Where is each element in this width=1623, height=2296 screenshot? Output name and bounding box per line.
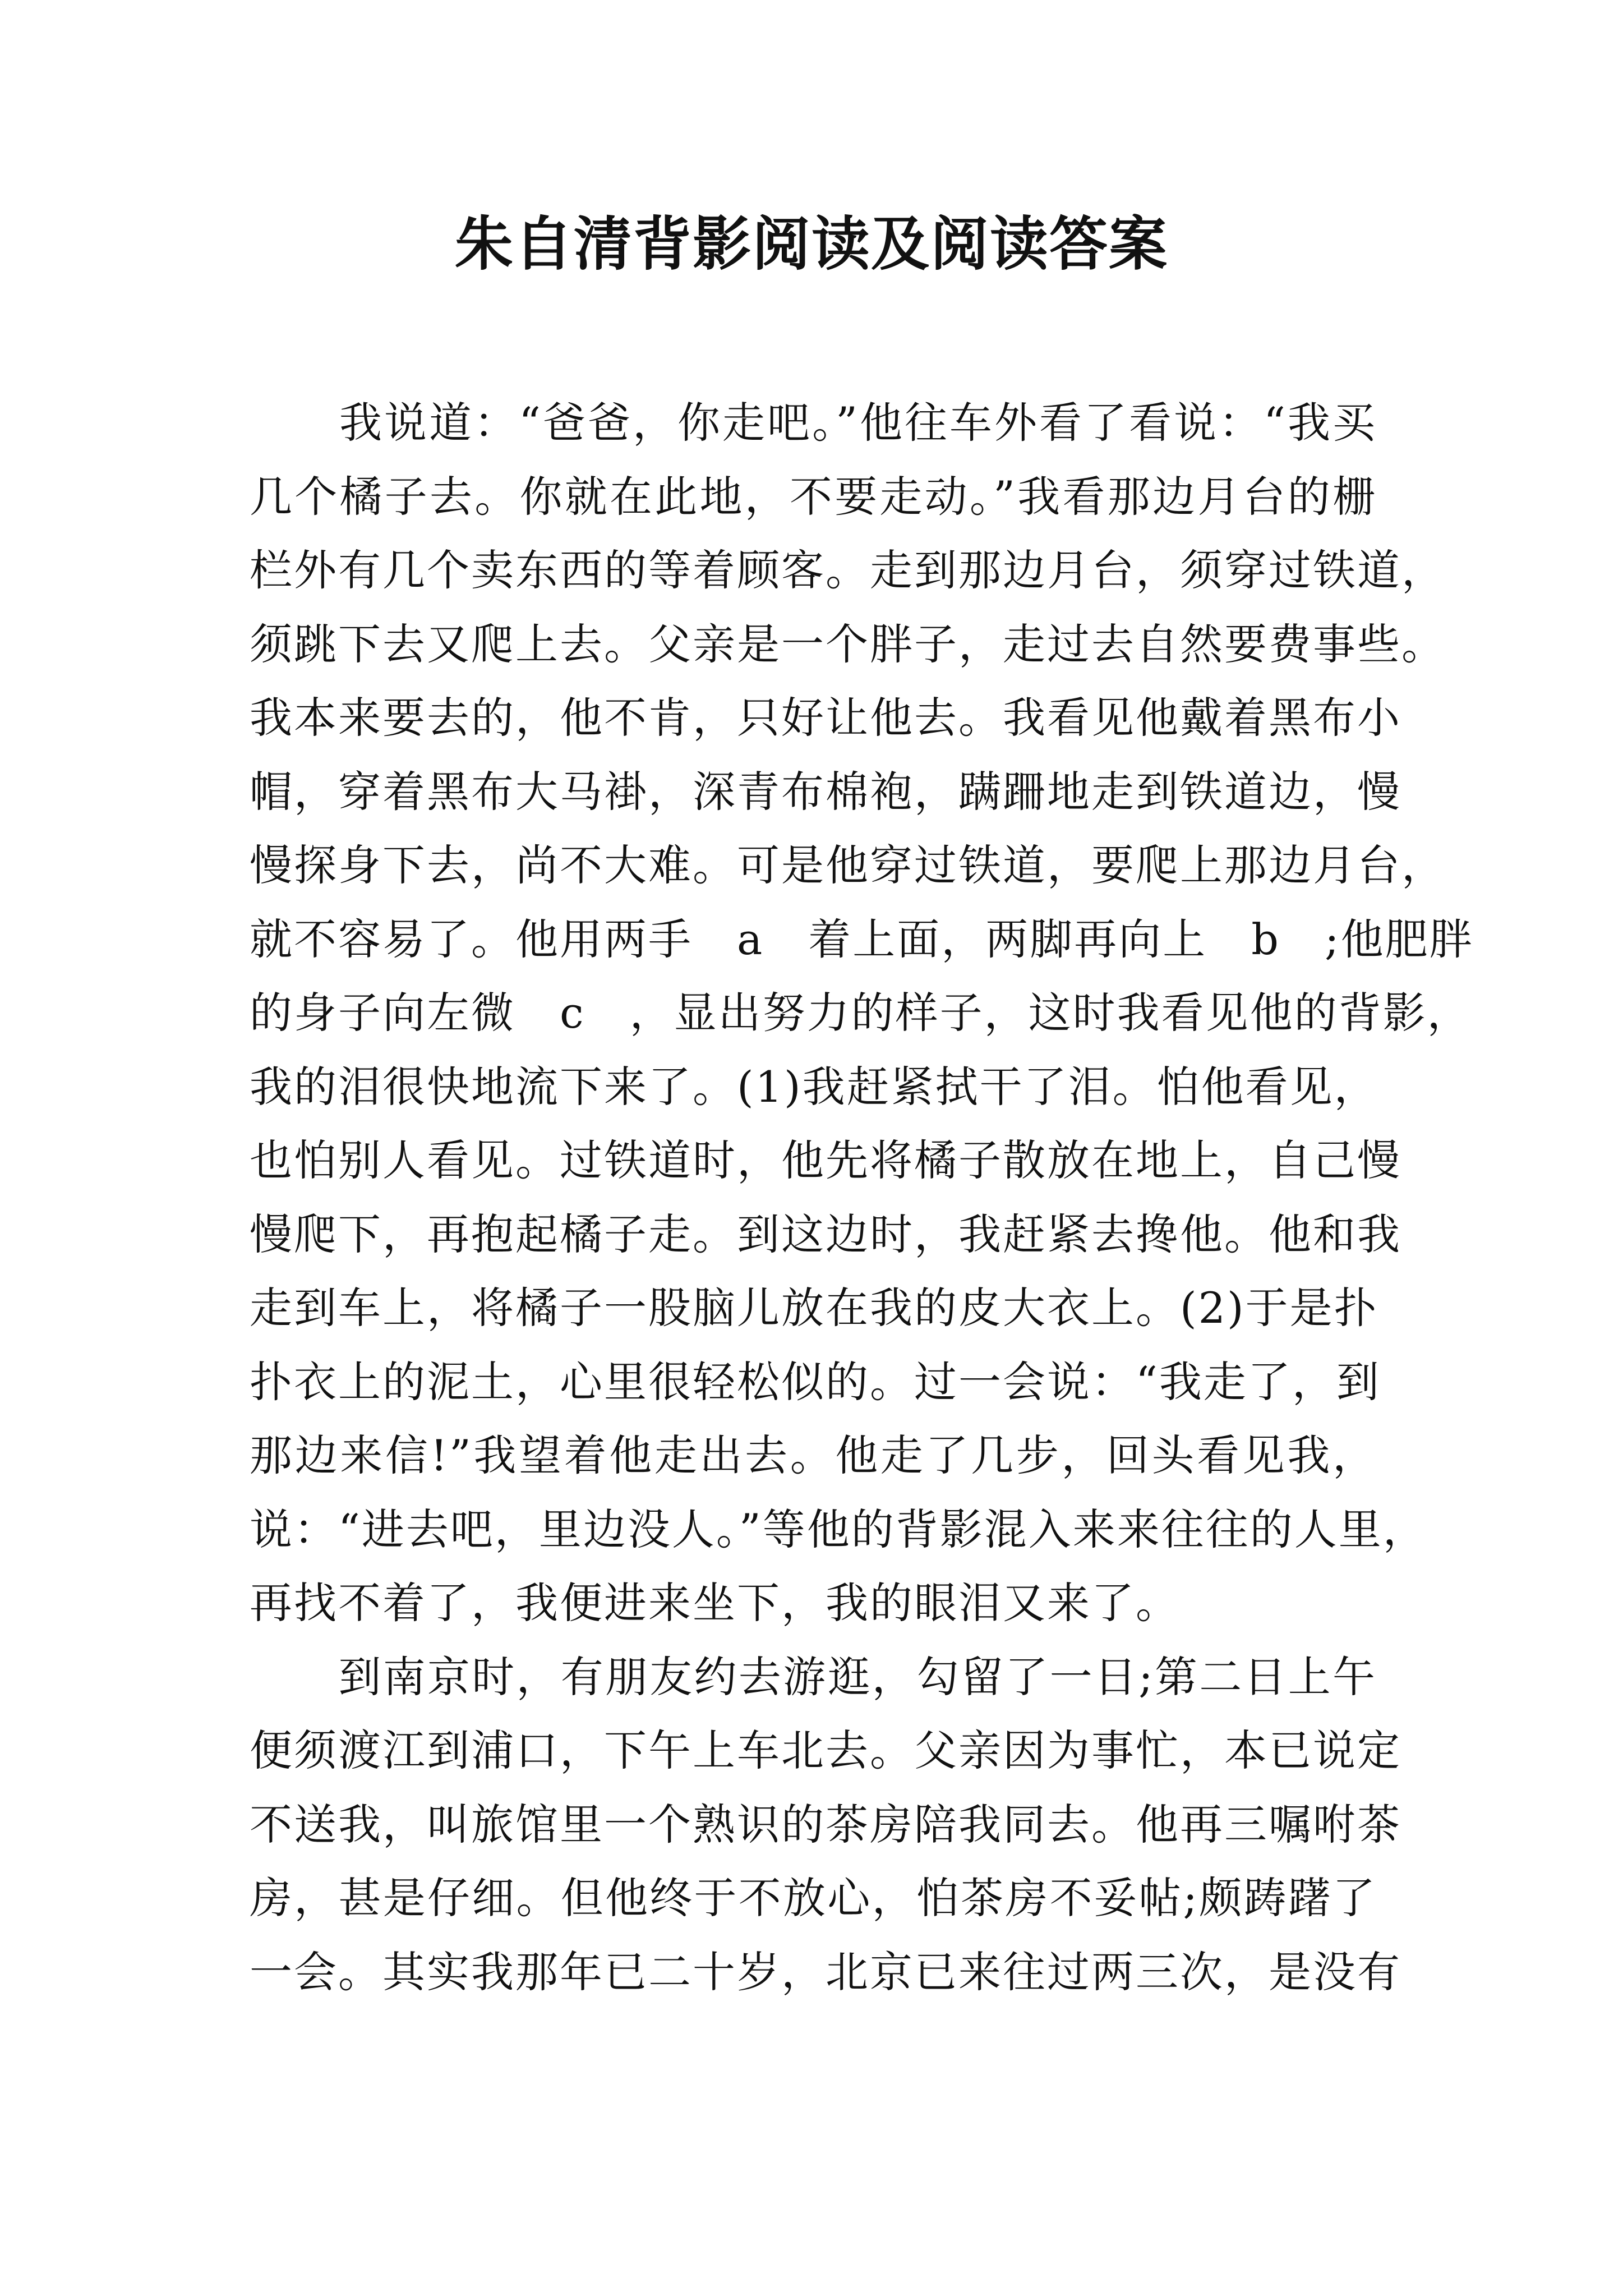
- text-line: 再找不着了，我便进来坐下，我的眼泪又来了。: [250, 1578, 1180, 1628]
- text-line: 须跳下去又爬上去。父亲是一个胖子，走过去自然要费事些。: [250, 619, 1446, 669]
- text-line: 的身子向左微 c ，显出努力的样子，这时我看见他的背影，: [250, 988, 1472, 1038]
- text-line: 也怕别人看见。过铁道时，他先将橘子散放在地上，自己慢: [250, 1135, 1401, 1185]
- text-line: 不送我，叫旅馆里一个熟识的茶房陪我同去。他再三嘱咐茶: [250, 1799, 1401, 1849]
- document-title: 朱自清背影阅读及阅读答案: [454, 209, 1168, 278]
- text-line: 一会。其实我那年已二十岁，北京已来往过两三次，是没有: [250, 1947, 1401, 1997]
- text-line: 就不容易了。他用两手 a 着上面，两脚再向上 b ;他肥胖: [250, 914, 1474, 964]
- text-line: 帽，穿着黑布大马褂，深青布棉袍，蹒跚地走到铁道边，慢: [250, 766, 1401, 817]
- text-line: 几个橘子去。你就在此地，不要走动。”我看那边月台的栅: [250, 471, 1377, 522]
- text-line: 我说道：“爸爸，你走吧。”他往车外看了看说：“我买: [250, 398, 1377, 448]
- text-line: 说：“进去吧，里边没人。”等他的背影混入来来往往的人里，: [250, 1504, 1427, 1554]
- text-line: 到南京时，有朋友约去游逛，勾留了一日;第二日上午: [250, 1651, 1377, 1702]
- text-line: 我的泪很快地流下来了。(1)我赶紧拭干了泪。怕他看见，: [250, 1061, 1378, 1112]
- text-line: 走到车上，将橘子一股脑儿放在我的皮大衣上。(2)于是扑: [250, 1283, 1378, 1333]
- text-line: 扑衣上的泥土，心里很轻松似的。过一会说：“我走了，到: [250, 1356, 1381, 1407]
- text-line: 慢爬下，再抱起橘子走。到这边时，我赶紧去搀他。他和我: [250, 1209, 1401, 1259]
- text-line: 那边来信!”我望着他走出去。他走了几步，回头看见我，: [250, 1430, 1377, 1480]
- text-line: 栏外有几个卖东西的等着顾客。走到那边月台，须穿过铁道，: [250, 545, 1446, 595]
- text-line: 我本来要去的，他不肯，只好让他去。我看见他戴着黑布小: [250, 693, 1401, 743]
- text-line: 慢探身下去，尚不大难。可是他穿过铁道，要爬上那边月台，: [250, 840, 1446, 890]
- text-line: 房，甚是仔细。但他终于不放心，怕茶房不妥帖;颇踌躇了: [250, 1873, 1377, 1923]
- text-line: 便须渡江到浦口，下午上车北去。父亲因为事忙，本已说定: [250, 1726, 1401, 1775]
- document-body: [250, 386, 1474, 2009]
